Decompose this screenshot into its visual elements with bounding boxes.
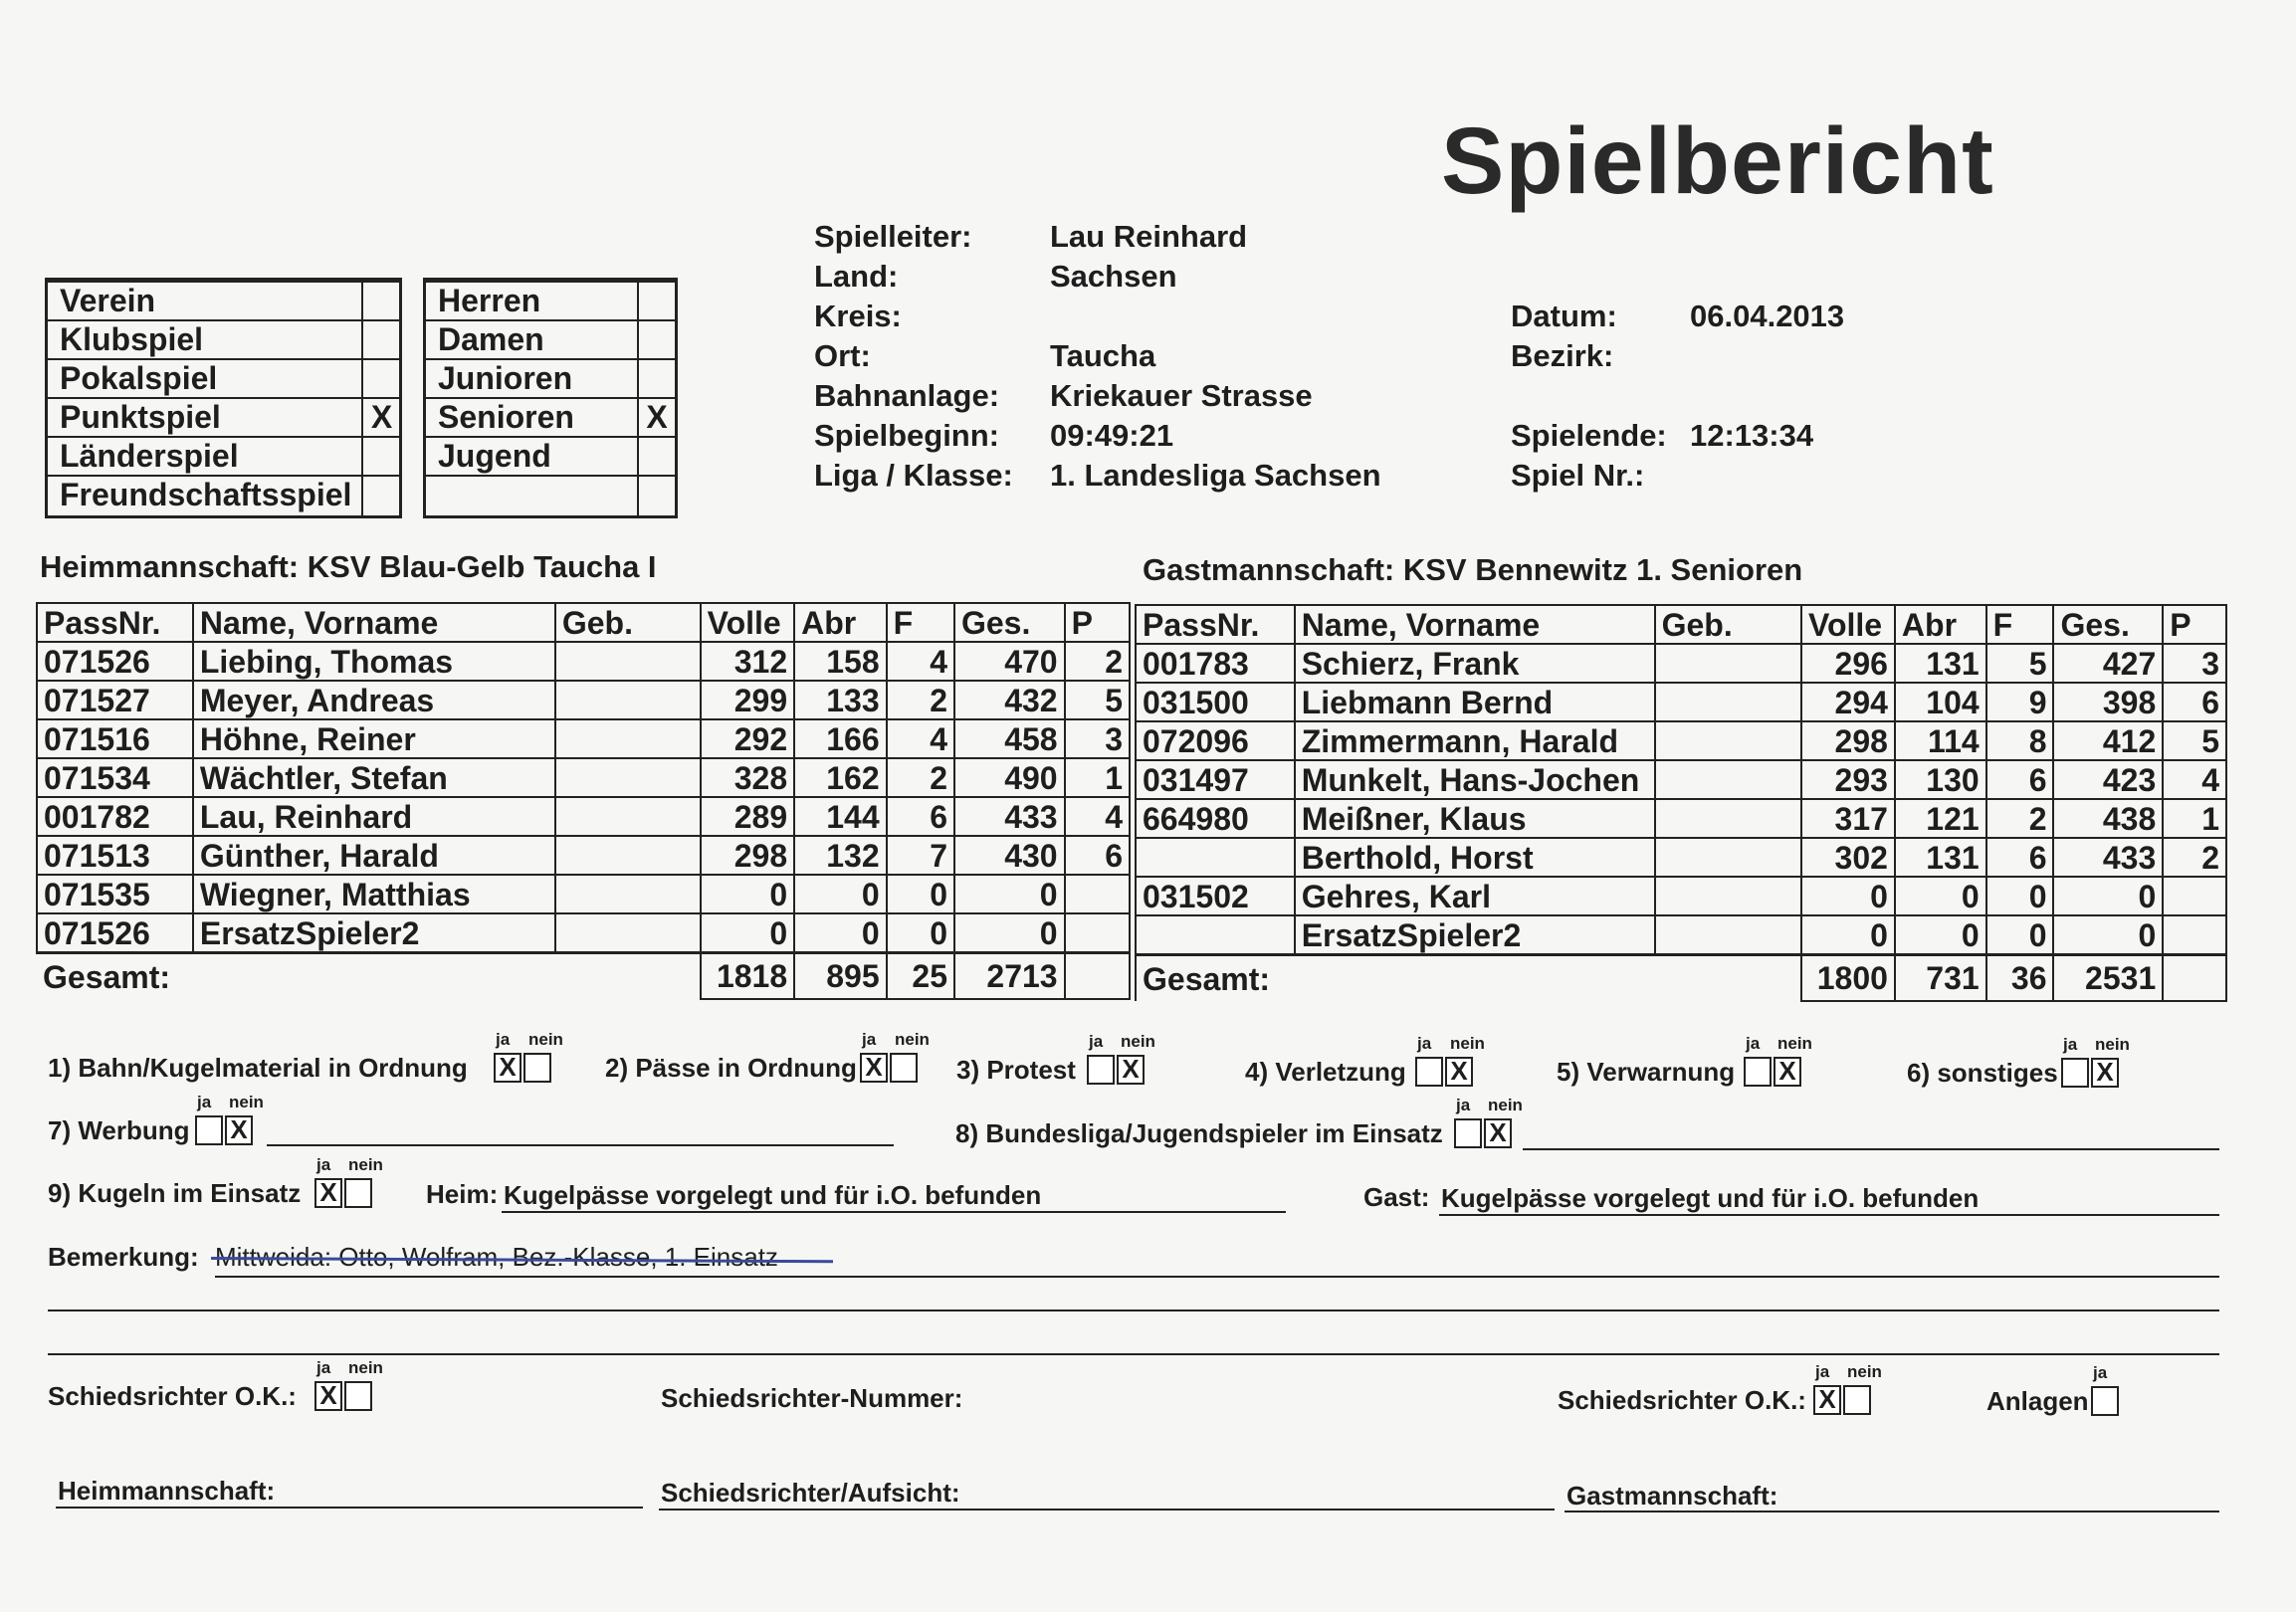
col-abr: Abr (1895, 605, 1986, 644)
game-type-row: Punktspiel X (48, 397, 399, 438)
col-passnr: PassNr. (37, 603, 193, 642)
sign-referee-label: Schiedsrichter/Aufsicht: (661, 1478, 960, 1508)
q2-yes-checkbox[interactable]: X (860, 1053, 888, 1083)
check-mark: X (370, 399, 393, 435)
label-land: Land: (814, 259, 899, 294)
label-ort: Ort: (814, 338, 871, 373)
yes-label: ja (1417, 1034, 1432, 1053)
table-row: 071526 Liebing, Thomas 312 158 4 470 2 (37, 642, 1130, 681)
no-label: nein (1847, 1362, 1882, 1381)
no-label: nein (895, 1030, 930, 1049)
label-kreis: Kreis: (814, 299, 902, 333)
table-row: 031500 Liebmann Bernd 294 104 9 398 6 (1136, 683, 2226, 721)
q8-fill-line (1523, 1148, 2219, 1150)
home-total-p (1065, 953, 1130, 1000)
label-liga: Liga / Klasse: (814, 458, 1013, 493)
home-total-abr: 895 (794, 953, 887, 1000)
guest-total-f: 36 (1986, 955, 2054, 1002)
value-spielleiter: Lau Reinhard (1050, 219, 1248, 254)
referee-ok-yes-checkbox[interactable]: X (314, 1381, 342, 1411)
q1-yes-checkbox[interactable]: X (494, 1053, 522, 1083)
guest-score-table (1135, 604, 2227, 1002)
home-total-f: 25 (887, 953, 954, 1000)
home-team-heading: Heimmannschaft: KSV Blau-Gelb Taucha I (40, 549, 657, 584)
table-row: 071527 Meyer, Andreas 299 133 2 432 5 (37, 681, 1130, 719)
referee-ok-no-checkbox[interactable] (344, 1381, 372, 1411)
facilities-yes-checkbox[interactable] (2091, 1386, 2119, 1416)
q5-yes-checkbox[interactable] (1744, 1057, 1772, 1087)
col-volle: Volle (701, 603, 795, 642)
home-total-row (37, 953, 1130, 1000)
q2-no-checkbox[interactable] (890, 1053, 918, 1083)
question-2-label: 2) Pässe in Ordnung (605, 1053, 857, 1083)
game-type-box (45, 278, 402, 518)
yes-label: ja (496, 1030, 511, 1049)
game-type-row: Klubspiel (48, 319, 399, 360)
home-total-ges: 2713 (954, 953, 1065, 1000)
page-title: Spielbericht (1441, 108, 1994, 214)
category-row: Herren (426, 281, 675, 321)
col-f: F (1986, 605, 2054, 644)
no-label: nein (2095, 1035, 2130, 1054)
q6-yes-checkbox[interactable] (2061, 1058, 2089, 1088)
meta-left-values (1050, 217, 1381, 496)
game-type-row: Verein (48, 281, 399, 321)
category-box (423, 278, 678, 518)
table-row: ErsatzSpieler2 0 0 0 0 (1136, 915, 2226, 955)
no-label: nein (1121, 1032, 1155, 1051)
gast-fill-line (1439, 1214, 2219, 1216)
table-row: 664980 Meißner, Klaus 317 121 2 438 1 (1136, 799, 2226, 838)
col-abr: Abr (794, 603, 887, 642)
referee-number-label: Schiedsrichter-Nummer: (661, 1383, 963, 1413)
q3-no-checkbox[interactable]: X (1117, 1055, 1145, 1085)
q4-no-checkbox[interactable]: X (1445, 1057, 1473, 1087)
facilities-label: Anlagen (1986, 1386, 2089, 1416)
question-9-label: 9) Kugeln im Einsatz (48, 1178, 302, 1208)
value-ort: Taucha (1050, 338, 1156, 373)
table-row: 071526 ErsatzSpieler2 0 0 0 0 (37, 913, 1130, 953)
label-bahnanlage: Bahnanlage: (814, 378, 1000, 413)
q9-yes-checkbox[interactable]: X (314, 1178, 342, 1208)
col-name: Name, Vorname (193, 603, 555, 642)
sign-home-line (56, 1507, 643, 1509)
col-geb: Geb. (555, 603, 701, 642)
yes-label: ja (1089, 1032, 1104, 1051)
table-row: 001783 Schierz, Frank 296 131 5 427 3 (1136, 644, 2226, 683)
yes-label: ja (1815, 1362, 1830, 1381)
yes-label: ja (2063, 1035, 2078, 1054)
home-total-label: Gesamt: (37, 953, 701, 1000)
remark-value: Mittweida: Otto, Wolfram, Bez.-Klasse, 1. Einsatz (215, 1242, 778, 1272)
table-row: 001782 Lau, Reinhard 289 144 6 433 4 (37, 797, 1130, 836)
question-7-label: 7) Werbung (48, 1115, 190, 1145)
question-5-label: 5) Verwarnung (1557, 1057, 1736, 1087)
col-name: Name, Vorname (1295, 605, 1655, 644)
remark-line-1 (215, 1276, 2219, 1278)
gast-label: Gast: (1363, 1182, 1430, 1212)
table-row: 031497 Munkelt, Hans-Jochen 293 130 6 423 4 (1136, 760, 2226, 799)
guest-total-volle: 1800 (1801, 955, 1895, 1002)
value-land: Sachsen (1050, 259, 1177, 294)
category-row: Damen (426, 319, 675, 360)
category-row: Jugend (426, 436, 675, 477)
home-score-table (36, 602, 1131, 1000)
table-row: 072096 Zimmermann, Harald 298 114 8 412 5 (1136, 721, 2226, 760)
guest-referee-ok-no-checkbox[interactable] (1843, 1385, 1871, 1415)
q7-fill-line (267, 1144, 894, 1146)
yes-label: ja (316, 1358, 331, 1377)
heim-label: Heim: (426, 1179, 499, 1209)
q8-yes-checkbox[interactable] (1454, 1118, 1482, 1148)
guest-total-ges: 2531 (2053, 955, 2163, 1002)
table-row: 071535 Wiegner, Matthias 0 0 0 0 (37, 875, 1130, 913)
no-label: nein (1488, 1096, 1523, 1114)
no-label: nein (348, 1358, 383, 1377)
home-table-header (37, 603, 1130, 642)
table-row: Berthold, Horst 302 131 6 433 2 (1136, 838, 2226, 877)
table-row: 071516 Höhne, Reiner 292 166 4 458 3 (37, 719, 1130, 758)
guest-referee-ok-label: Schiedsrichter O.K.: (1558, 1385, 1806, 1415)
question-4-label: 4) Verletzung (1245, 1057, 1406, 1087)
q6-no-checkbox[interactable]: X (2091, 1058, 2119, 1088)
check-mark: X (646, 399, 668, 435)
yes-label: ja (316, 1155, 331, 1174)
guest-total-abr: 731 (1895, 955, 1986, 1002)
sign-home-label: Heimmannschaft: (58, 1476, 276, 1506)
meta-left-labels (814, 217, 1013, 496)
q3-yes-checkbox[interactable] (1087, 1055, 1115, 1085)
bezirk-label: Bezirk: (1511, 338, 1614, 373)
no-label: nein (528, 1030, 563, 1049)
col-p: P (1065, 603, 1130, 642)
datum-value: 06.04.2013 (1690, 299, 1845, 333)
sign-guest-line (1565, 1511, 2219, 1512)
home-total-volle: 1818 (701, 953, 795, 1000)
table-row: 071513 Günther, Harald 298 132 7 430 6 (37, 836, 1130, 875)
label-spielbeginn: Spielbeginn: (814, 418, 999, 453)
spielende-value: 12:13:34 (1690, 418, 1814, 453)
guest-total-row (1136, 955, 2226, 1002)
category-row (426, 475, 675, 515)
col-f: F (887, 603, 954, 642)
no-label: nein (229, 1093, 264, 1111)
yes-label: ja (1746, 1034, 1761, 1053)
q5-no-checkbox[interactable]: X (1774, 1057, 1801, 1087)
q8-no-checkbox[interactable]: X (1484, 1118, 1512, 1148)
guest-table-header (1136, 605, 2226, 644)
question-1-label: 1) Bahn/Kugelmaterial in Ordnung (48, 1053, 468, 1083)
table-row: 031502 Gehres, Karl 0 0 0 0 (1136, 877, 2226, 915)
spielende-label: Spielende: (1511, 418, 1667, 453)
sign-referee-line (659, 1509, 1555, 1511)
remark-line-3 (48, 1353, 2219, 1355)
gast-value: Kugelpässe vorgelegt und für i.O. befunden (1441, 1183, 1980, 1213)
label-spielleiter: Spielleiter: (814, 219, 972, 254)
yes-label: ja (2093, 1363, 2108, 1382)
no-label: nein (348, 1155, 383, 1174)
guest-team-heading: Gastmannschaft: KSV Bennewitz 1. Senioren (1143, 552, 1803, 587)
guest-total-label: Gesamt: (1136, 955, 1801, 1002)
col-p: P (2163, 605, 2226, 644)
category-row: Senioren X (426, 397, 675, 438)
no-label: nein (1450, 1034, 1485, 1053)
question-8-label: 8) Bundesliga/Jugendspieler im Einsatz (955, 1118, 1443, 1148)
yes-label: ja (197, 1093, 212, 1111)
yes-label: ja (1456, 1096, 1471, 1114)
no-label: nein (1777, 1034, 1812, 1053)
game-type-row: Länderspiel (48, 436, 399, 477)
heim-value: Kugelpässe vorgelegt und für i.O. befunden (504, 1180, 1042, 1210)
game-type-row: Freundschaftsspiel (48, 475, 399, 515)
referee-ok-label: Schiedsrichter O.K.: (48, 1381, 297, 1411)
guest-referee-ok-yes-checkbox[interactable]: X (1813, 1385, 1841, 1415)
q1-no-checkbox[interactable] (523, 1053, 551, 1083)
remark-label: Bemerkung: (48, 1242, 199, 1272)
datum-label: Datum: (1511, 299, 1617, 333)
yes-label: ja (862, 1030, 877, 1049)
col-ges: Ges. (954, 603, 1065, 642)
q7-no-checkbox[interactable]: X (225, 1115, 253, 1145)
question-6-label: 6) sonstiges (1907, 1058, 2058, 1088)
sign-guest-label: Gastmannschaft: (1566, 1481, 1778, 1511)
guest-total-p (2163, 955, 2226, 1002)
question-3-label: 3) Protest (956, 1055, 1076, 1085)
col-volle: Volle (1801, 605, 1895, 644)
col-geb: Geb. (1655, 605, 1801, 644)
q7-yes-checkbox[interactable] (195, 1115, 223, 1145)
col-ges: Ges. (2053, 605, 2163, 644)
col-passnr: PassNr. (1136, 605, 1295, 644)
table-row: 071534 Wächtler, Stefan 328 162 2 490 1 (37, 758, 1130, 797)
game-type-row: Pokalspiel (48, 358, 399, 399)
category-row: Junioren (426, 358, 675, 399)
heim-fill-line (502, 1211, 1286, 1213)
value-spielbeginn: 09:49:21 (1050, 418, 1174, 453)
q9-no-checkbox[interactable] (344, 1178, 372, 1208)
value-kreis (1050, 297, 1381, 336)
spielnr-label: Spiel Nr.: (1511, 458, 1645, 493)
q4-yes-checkbox[interactable] (1415, 1057, 1443, 1087)
value-liga: 1. Landesliga Sachsen (1050, 458, 1381, 493)
remark-line-2 (48, 1310, 2219, 1311)
value-bahnanlage: Kriekauer Strasse (1050, 378, 1313, 413)
